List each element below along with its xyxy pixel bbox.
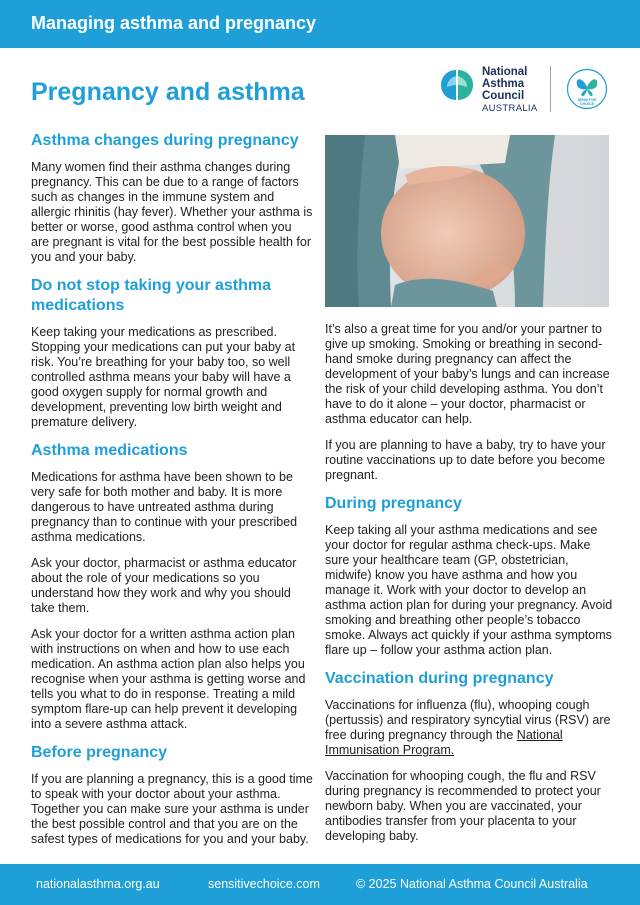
paragraph: Keep taking all your asthma medications and see your doctor for regular asthma check-ups. Make sure your healthcare team (GP, obstetrician, midwife) know you have asthma and how you manage it. Work with your doctor to develop an asthma action plan for during your pregnancy. Avoid smoking and breathing other people’s tobacco smoke. Always act quickly if your asthma symptoms flare up – follow your asthma action plan. (325, 523, 613, 657)
header-bar (0, 0, 640, 48)
paragraph: It’s also a great time for you and/or your partner to give up smoking. Smoking or breathing in second-hand smoke during pregnancy can affect the development of your baby’s lungs and can increase the risk of your child developing asthma. You don’t have to do it alone – your doctor, pharmacist or asthma educator can help. (325, 322, 610, 426)
heading-do-not-stop: Do not stop taking your asthma medications (31, 277, 272, 314)
heading-during-pregnancy: During pregnancy (325, 495, 462, 512)
section-before-pregnancy-continued (325, 322, 615, 483)
nac-line-2: Asthma (482, 78, 525, 90)
sc-badge-line-2: CHOICE (580, 102, 594, 106)
section-asthma-medications (31, 441, 313, 732)
paragraph: Medications for asthma have been shown to be very safe for both mother and baby. It is more dangerous to have untreated asthma during pregnancy than to continue with your prescribed asthma medications. (31, 470, 298, 544)
paragraph: Keep taking your medications as prescribed. Stopping your medications can put your baby at risk. You’re breathing for your baby too, so well controlled asthma means your baby will have a good oxygen supply for normal growth and development, preventing low birth weight and premature delivery. (31, 325, 296, 429)
logo-group (440, 66, 610, 116)
national-asthma-council-logo-icon (440, 68, 474, 102)
section-asthma-changes (31, 131, 313, 265)
heading-asthma-medications: Asthma medications (31, 442, 188, 459)
footer-copyright: © 2025 National Asthma Council Australia (356, 877, 588, 891)
footer-bar (0, 864, 640, 905)
page-title: Pregnancy and asthma (31, 78, 305, 106)
nac-logo-subtitle: AUSTRALIA (482, 103, 538, 114)
logo-divider (550, 66, 551, 112)
section-before-pregnancy (31, 743, 313, 847)
paragraph: Ask your doctor for a written asthma action plan with instructions on when and how to use each medication. An asthma action plan also helps you recognise when your asthma is getting worse and tells you what to do in response. Treating a mild symptom flare-up can help prevent it developing into a severe asthma attack. (31, 627, 306, 731)
section-during-pregnancy (325, 494, 615, 658)
vaccination-text: Vaccinations for influenza (flu), whooping cough (pertussis) and respiratory syncytial virus (RSV) are free during pregnancy through the (325, 698, 611, 742)
photo-illustration (325, 135, 609, 307)
footer-link-nationalasthma[interactable]: nationalasthma.org.au (36, 877, 160, 891)
section-vaccination (325, 669, 615, 844)
national-immunisation-program-link[interactable]: National Immunisation Program. (325, 728, 563, 757)
nac-logo-text (482, 66, 527, 102)
pregnant-woman-photo (325, 135, 609, 307)
paragraph: Vaccination for whooping cough, the flu and RSV during pregnancy is recommended to protect your newborn baby. When you are vaccinated, your antibodies transfer from your placenta to your developing baby. (325, 769, 601, 843)
paragraph: If you are planning a pregnancy, this is a good time to speak with your doctor about your asthma. Together you can make sure your asthma is under the best possible control and that you are on the safest types of medications for you and your baby. (31, 772, 313, 846)
left-column (31, 131, 313, 858)
paragraph: Ask your doctor, pharmacist or asthma educator about the role of your medications so you understand how they work and why you should take them. (31, 556, 297, 615)
nac-line-3: Council (482, 90, 525, 102)
footer-link-sensitivechoice[interactable]: sensitivechoice.com (208, 877, 320, 891)
paragraph: Many women find their asthma changes during pregnancy. This can be due to a range of factors such as changes in the immune system and allergic rhinitis (hay fever). Whether your asthma is better or worse, good asthma control when you are pregnant is vital for the best possible health for you and your baby. (31, 160, 313, 264)
section-do-not-stop (31, 276, 313, 430)
heading-vaccination: Vaccination during pregnancy (325, 670, 554, 687)
heading-before-pregnancy: Before pregnancy (31, 744, 168, 761)
nac-line-1: National (482, 66, 528, 78)
sensitive-choice-butterfly-icon (566, 68, 608, 110)
paragraph: If you are planning to have a baby, try to have your routine vaccinations up to date before you become pregnant. (325, 438, 606, 482)
heading-asthma-changes: Asthma changes during pregnancy (31, 132, 299, 149)
header-title: Managing asthma and pregnancy (31, 13, 317, 33)
paragraph (325, 698, 615, 758)
right-column (325, 322, 615, 855)
sc-badge-line-1: SENSITIVE (577, 98, 597, 102)
